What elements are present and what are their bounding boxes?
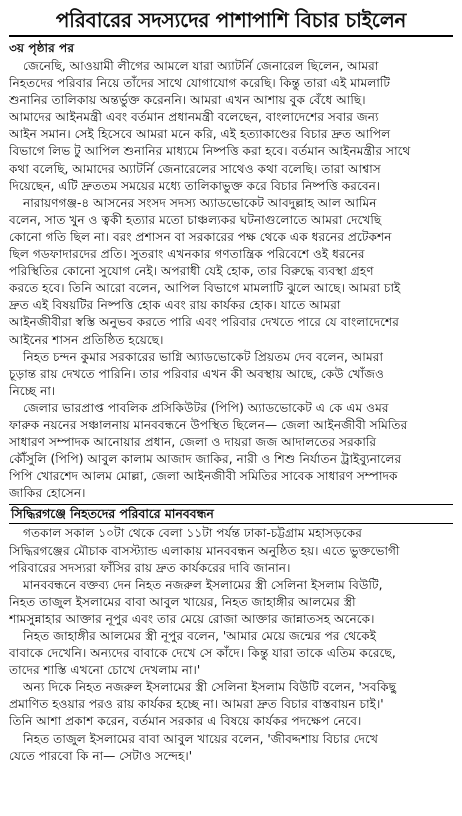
text-line: নিহত জাহাঙ্গীর আলমের স্ত্রী নূপুর বলেন, 'আমার মেয়ে জন্মের পর থেকেই	[23, 629, 377, 643]
text-line: চূড়ান্ত রায় দেখতে পারিনি। তার পরিবার এখন কী অবস্থায় আছে, কেউ খোঁজও	[9, 366, 384, 381]
text-line: শুনানির তালিকায় অন্তর্ভুক্ত করেননি। আমরা এখন আশায় বুক বেঁধে আছি।	[9, 93, 366, 108]
text-line: বিভাগে লিভ টু আপিল শুনানির মাধ্যমে নিষ্পত্তি করা হবে। বর্তমান আইনমন্ত্রীর সাথে	[9, 144, 411, 159]
paragraph	[9, 628, 453, 679]
text-line: আইন সমান। সেই হিসেবে আমরা মনে করি, এই হত্যাকাণ্ডের বিচার দ্রুত আপিল	[9, 127, 391, 142]
text-line: বাবাকে দেখেনি। অন্যদের বাবাকে দেখে সে কাঁদে। কিন্তু যারা তাকে এতিম করেছে,	[9, 646, 396, 661]
text-line: মানববন্ধনে বক্তব্য দেন নিহত নজরুল ইসলামের স্ত্রী সেলিনা ইসলাম বিউটি,	[23, 577, 383, 592]
text-line: জেলার ভারপ্রাপ্ত পাবলিক প্রসিকিউটর (পিপি) অ্যাডভোকেট এ কে এম ওমর	[23, 400, 389, 415]
paragraph	[9, 400, 453, 503]
text-line: পিপি খোরশেদ আলম মোল্লা, জেলা আইনজীবী সমিতির সাবেক সাধারণ সম্পাদক	[9, 469, 398, 484]
text-line: আইনের শাসন প্রতিষ্ঠিত হয়েছে।	[9, 332, 164, 347]
text-line: জাকির হোসেন।	[9, 486, 86, 501]
text-line: শামসুন্নাহার আক্তার নূপুর এবং তার মেয়ে রোজা আক্তার জান্নাতসহ অনেকে।	[9, 611, 375, 626]
text-line: নিহত চন্দন কুমার সরকারের ভাগ্নি অ্যাডভোকেট প্রিয়তম দেব বলেন, আমরা	[23, 349, 383, 364]
text-line: আইনজীবীরা স্বস্তি অনুভব করতে পারি এবং পরিবার দেখতে পারে যে বাংলাদেশের	[9, 315, 399, 330]
subheading: সিদ্ধিরগঞ্জে নিহতদের পরিবারে মানববন্ধন	[9, 504, 453, 524]
paragraph	[9, 525, 453, 576]
text-line: কৌঁসুলি (পিপি) আবুল কালাম আজাদ জাকির, নারী ও শিশু নির্যাতন ট্রাইব্যুনালের	[9, 452, 402, 467]
text-line: নিহতদের পরিবার নিয়ে তাঁদের সাথে যোগাযোগ করেছি। কিন্তু তারা এই মামলাটি	[9, 76, 391, 91]
text-line: প্রমাণিত হওয়ার পরও রায় কার্যকর হচ্ছে না। আমরা দ্রুত বিচার বাস্তবায়ন চাই।'	[9, 697, 384, 712]
text-line: বলেন, সাত খুন ও ত্বকী হত্যার মতো চাঞ্চল্যকর ঘটনাগুলোতে আমরা দেখেছি	[9, 212, 382, 227]
continued-from-label: ৩য় পৃষ্ঠার পর	[9, 41, 75, 55]
text-line: নিচ্ছে না।	[9, 383, 56, 398]
text-line: আমাদের আইনমন্ত্রী এবং বর্তমান প্রধানমন্ত্রী বলেছেন, বাংলাদেশের সবার জন্য	[9, 110, 379, 125]
paragraph	[9, 577, 453, 628]
text-line: অন্য দিকে নিহত নজরুল ইসলামের স্ত্রী সেলিনা ইসলাম বিউটি বলেন, 'সবকিছু	[23, 680, 397, 695]
text-line: নিহত তাজুল ইসলামের বাবা আবুল খায়ের বলেন, 'জীবদ্দশায় বিচার দেখে	[23, 731, 378, 746]
paragraph	[9, 731, 453, 765]
text-line: দ্রুত এই বিষয়টির নিষ্পত্তি হোক এবং রায় কার্যকর হোক। যাতে আমরা	[9, 298, 341, 313]
text-line: নারায়ণগঞ্জ-৪ আসনের সংসদ সদস্য অ্যাডভোকেট আবদুল্লাহ আল আমিন	[23, 195, 377, 210]
text-line: কথা বলেছি, আমাদের অ্যাটর্নি জেনারেলের সাথেও কথা বলেছি। তারা আশ্বাস	[9, 161, 381, 176]
text-line: সিদ্ধিরগঞ্জের মৌচাক বাসস্ট্যান্ড এলাকায় মানববন্ধন অনুষ্ঠিত হয়। এতে ভুক্তভোগী	[9, 543, 400, 558]
paragraph	[9, 58, 453, 195]
paragraph	[9, 349, 453, 400]
text-line: কোনো গতি ছিল না। বরং প্রশাসন বা সরকারের পক্ষ থেকে এক ধরনের প্রটেকশন	[9, 229, 392, 244]
article-headline: পরিবারের সদস্যদের পাশাপাশি বিচার চাইলেন	[9, 6, 453, 37]
article-body-section-2	[9, 525, 453, 764]
text-line: পরিস্থিতির কোনো সুযোগ নেই। অপরাধী যেই হোক, তার বিরুদ্ধে ব্যবস্থা গ্রহণ	[9, 264, 374, 279]
text-line: করতে হবে। তিনি আরো বলেন, আপিল বিভাগে মামলাটি ঝুলে আছে। আমরা চাই	[9, 281, 401, 296]
text-line: পরিবারের সদস্যরা ফাঁসির রায় দ্রুত কার্যকরের দাবি জানান।	[9, 560, 291, 575]
text-line: তিনি আশা প্রকাশ করেন, বর্তমান সরকার এ বিষয়ে কার্যকর পদক্ষেপ নেবে।	[9, 714, 362, 729]
text-line: জেনেছি, আওয়ামী লীগের আমলে যারা অ্যাটর্নি জেনারেল ছিলেন, আমরা	[23, 59, 379, 73]
text-line: ছিল গডফাদারদের প্রতি। সুতরাং এখনকার গণতান্ত্রিক পরিবেশে ওই ধরনের	[9, 247, 365, 262]
text-line: গতকাল সকাল ১০টা থেকে বেলা ১১টা পর্যন্ত ঢাকা-চট্টগ্রাম মহাসড়কের	[23, 526, 362, 541]
text-line: নিহত তাজুল ইসলামের বাবা আবুল খায়ের, নিহত জাহাঙ্গীর আলমের স্ত্রী	[9, 594, 356, 609]
text-line: সাধারণ সম্পাদক আনোয়ার প্রধান, জেলা ও দায়রা জজ আদালতের সরকারি	[9, 435, 377, 450]
text-line: তাদের শাস্তি এখনো চোখে দেখলাম না।'	[9, 663, 201, 678]
article-body	[9, 58, 453, 502]
text-line: যেতে পারবো কি না— সেটাও সন্দেহ।'	[9, 748, 193, 763]
text-line: দিয়েছেন, এটি দ্রুততম সময়ের মধ্যে তালিকাভুক্ত করে বিচার নিষ্পত্তি করবেন।	[9, 178, 381, 193]
text-line: ফারুক নয়নের সঞ্চালনায় মানববন্ধনে উপস্থিত ছিলেন— জেলা আইনজীবী সমিতির	[9, 417, 408, 432]
paragraph	[9, 195, 453, 349]
paragraph	[9, 679, 453, 730]
